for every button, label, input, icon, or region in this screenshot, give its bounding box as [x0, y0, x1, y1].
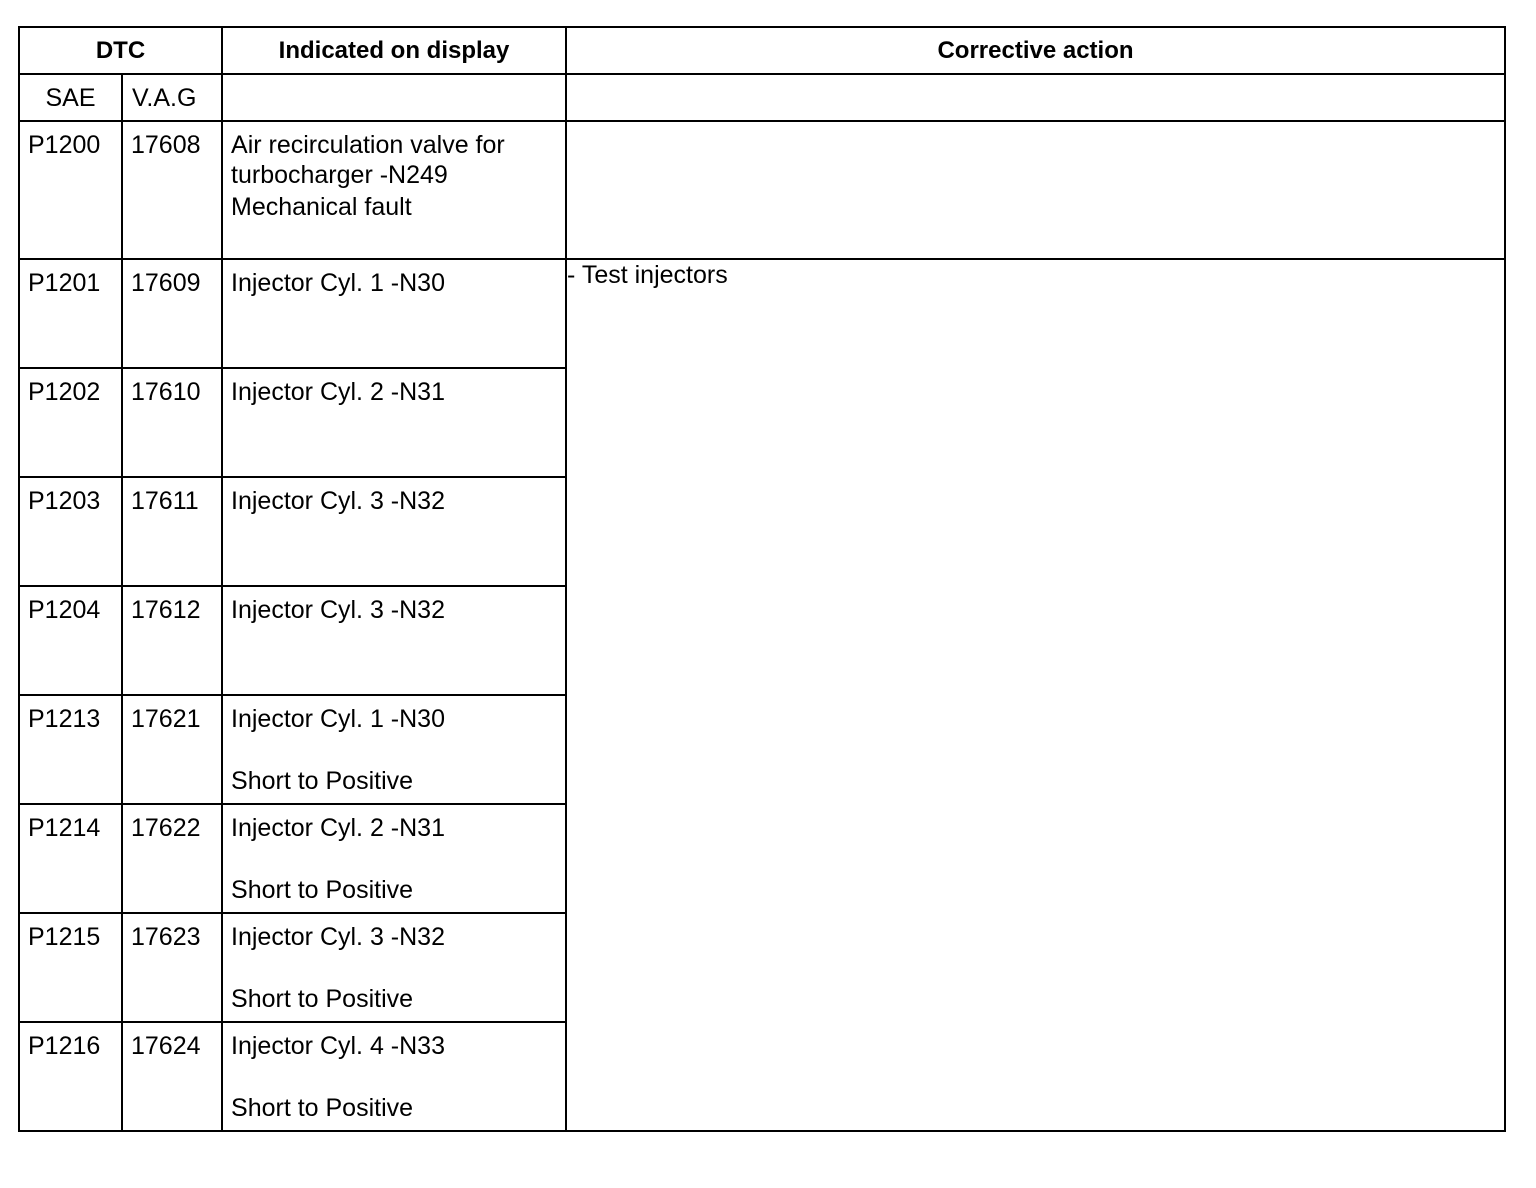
display-note: Mechanical fault	[231, 193, 412, 221]
display-note: Short to Positive	[231, 767, 414, 795]
vag-code: 17624	[131, 1032, 201, 1060]
vag-code: 17610	[131, 378, 201, 406]
sae-code: P1216	[28, 1032, 101, 1060]
vag-header: V.A.G	[122, 74, 222, 121]
display-text: Injector Cyl. 2 -N31	[231, 378, 445, 406]
display-text: Injector Cyl. 3 -N32	[231, 596, 445, 624]
display-text: Injector Cyl. 1 -N30	[231, 705, 445, 733]
sae-code: P1214	[28, 814, 101, 842]
sae-code: P1202	[28, 378, 101, 406]
empty-cell	[222, 74, 566, 121]
corrective-header: Corrective action	[566, 27, 1505, 74]
display-text: Injector Cyl. 2 -N31	[231, 814, 445, 842]
sae-code: P1203	[28, 487, 101, 515]
sae-code: P1204	[28, 596, 101, 624]
corrective-action: - Test injectors	[566, 259, 1505, 1131]
vag-code: 17612	[131, 596, 201, 624]
empty-cell	[566, 121, 1505, 259]
vag-code: 17621	[131, 705, 201, 733]
display-text: Air recirculation valve for	[231, 131, 505, 159]
vag-code: 17609	[131, 269, 201, 297]
display-note: Short to Positive	[231, 1094, 414, 1122]
display-note: Short to Positive	[231, 985, 414, 1013]
vag-code: 17623	[131, 923, 201, 951]
dtc-table	[18, 26, 1506, 1132]
display-text: Injector Cyl. 3 -N32	[231, 487, 445, 515]
display-text: Injector Cyl. 3 -N32	[231, 923, 445, 951]
sae-code: P1200	[28, 131, 101, 159]
vag-code: 17611	[131, 487, 199, 515]
vag-code: 17622	[131, 814, 201, 842]
sae-header: SAE	[19, 74, 122, 121]
empty-cell	[566, 74, 1505, 121]
display-text: turbocharger -N249	[231, 161, 448, 189]
sae-code: P1215	[28, 923, 101, 951]
display-text: Injector Cyl. 1 -N30	[231, 269, 445, 297]
display-note: Short to Positive	[231, 876, 414, 904]
display-text: Injector Cyl. 4 -N33	[231, 1032, 445, 1060]
subheader-row	[19, 74, 1505, 121]
vag-code: 17608	[131, 131, 201, 159]
indicated-header: Indicated on display	[222, 27, 566, 74]
table-row	[19, 259, 1505, 368]
dtc-header: DTC	[19, 27, 222, 74]
header-row	[19, 27, 1505, 74]
sae-code: P1213	[28, 705, 101, 733]
sae-code: P1201	[28, 269, 101, 297]
table-row	[19, 121, 1505, 259]
